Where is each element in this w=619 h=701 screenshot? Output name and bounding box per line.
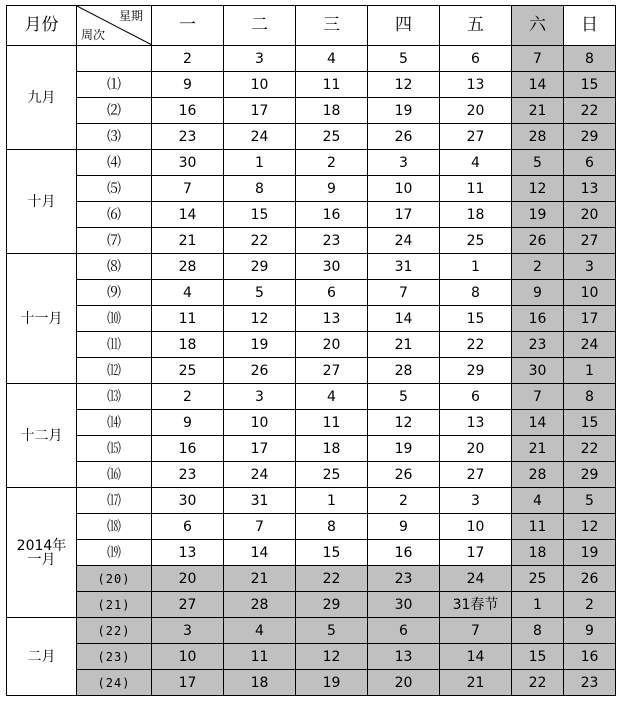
day-cell-mon: 13 [152, 540, 224, 566]
day-cell-tue: 3 [224, 46, 296, 72]
day-cell-sun: 1 [564, 358, 616, 384]
day-cell-thu: 13 [368, 644, 440, 670]
day-cell-mon: 21 [152, 228, 224, 254]
day-cell-mon: 30 [152, 488, 224, 514]
day-cell-wed: 8 [296, 514, 368, 540]
day-cell-sun: 5 [564, 488, 616, 514]
month-label [7, 488, 77, 618]
day-cell-sun: 24 [564, 332, 616, 358]
day-cell-tue: 22 [224, 228, 296, 254]
day-cell-sat: 11 [512, 514, 564, 540]
day-cell-sat: 12 [512, 176, 564, 202]
day-cell-mon: 11 [152, 306, 224, 332]
day-cell-tue: 10 [224, 72, 296, 98]
day-cell-sun: 2 [564, 592, 616, 618]
day-cell-sun: 9 [564, 618, 616, 644]
day-cell-mon: 17 [152, 670, 224, 696]
day-cell-thu: 19 [368, 98, 440, 124]
day-cell-tue: 19 [224, 332, 296, 358]
day-cell-sat: 15 [512, 644, 564, 670]
weekday-header-fri: 五 [440, 6, 512, 46]
day-cell-sat: 7 [512, 384, 564, 410]
day-cell-fri: 24 [440, 566, 512, 592]
week-number: ⑴ [77, 72, 152, 98]
day-cell-thu: 17 [368, 202, 440, 228]
calendar-body [7, 46, 616, 696]
day-cell-sun: 19 [564, 540, 616, 566]
day-cell-fri: 8 [440, 280, 512, 306]
week-row [7, 72, 616, 98]
day-cell-wed: 29 [296, 592, 368, 618]
week-row [7, 98, 616, 124]
day-cell-mon: 30 [152, 150, 224, 176]
day-cell-fri: 6 [440, 46, 512, 72]
day-cell-wed: 22 [296, 566, 368, 592]
day-cell-mon: 2 [152, 384, 224, 410]
week-row [7, 176, 616, 202]
day-cell-mon: 4 [152, 280, 224, 306]
month-column-header: 月份 [7, 6, 77, 46]
weekday-header-wed: 三 [296, 6, 368, 46]
day-cell-tue: 24 [224, 124, 296, 150]
weekday-axis-label: 星期 [118, 9, 143, 23]
day-cell-sat: 2 [512, 254, 564, 280]
day-cell-mon: 20 [152, 566, 224, 592]
day-cell-sun: 29 [564, 462, 616, 488]
week-number: ⒄ [77, 488, 152, 514]
day-cell-mon: 9 [152, 410, 224, 436]
day-cell-sun: 23 [564, 670, 616, 696]
week-number: (23) [77, 644, 152, 670]
week-row [7, 46, 616, 72]
day-cell-wed: 4 [296, 384, 368, 410]
day-cell-tue: 26 [224, 358, 296, 384]
day-cell-tue: 4 [224, 618, 296, 644]
week-number: ⑷ [77, 150, 152, 176]
day-cell-mon: 18 [152, 332, 224, 358]
week-row [7, 618, 616, 644]
week-number: ⑽ [77, 306, 152, 332]
day-cell-wed: 16 [296, 202, 368, 228]
week-row [7, 436, 616, 462]
day-cell-fri: 15 [440, 306, 512, 332]
day-cell-thu: 26 [368, 124, 440, 150]
day-cell-wed: 27 [296, 358, 368, 384]
month-label: 十一月 [7, 254, 77, 384]
week-row [7, 384, 616, 410]
day-cell-thu: 7 [368, 280, 440, 306]
day-cell-sat: 4 [512, 488, 564, 514]
day-cell-thu: 5 [368, 384, 440, 410]
day-cell-tue: 8 [224, 176, 296, 202]
day-cell-fri: 22 [440, 332, 512, 358]
day-cell-sat: 19 [512, 202, 564, 228]
header-row [7, 6, 616, 46]
day-cell-sat: 16 [512, 306, 564, 332]
day-cell-mon: 6 [152, 514, 224, 540]
day-cell-sat: 21 [512, 98, 564, 124]
week-number: (21) [77, 592, 152, 618]
day-cell-fri: 18 [440, 202, 512, 228]
day-cell-sat: 9 [512, 280, 564, 306]
day-cell-tue: 12 [224, 306, 296, 332]
weekday-header-mon: 一 [152, 6, 224, 46]
day-cell-sun: 22 [564, 98, 616, 124]
day-cell-sun: 3 [564, 254, 616, 280]
day-cell-wed: 25 [296, 124, 368, 150]
day-cell-tue: 1 [224, 150, 296, 176]
day-cell-sat: 26 [512, 228, 564, 254]
week-row [7, 332, 616, 358]
day-cell-sun: 29 [564, 124, 616, 150]
month-label: 十二月 [7, 384, 77, 488]
week-number: ⒀ [77, 384, 152, 410]
weekday-header-thu: 四 [368, 6, 440, 46]
day-cell-sat: 8 [512, 618, 564, 644]
day-cell-thu: 6 [368, 618, 440, 644]
week-number: ⑿ [77, 358, 152, 384]
day-cell-tue: 3 [224, 384, 296, 410]
day-cell-thu: 12 [368, 410, 440, 436]
day-cell-thu: 24 [368, 228, 440, 254]
week-number: ⒆ [77, 540, 152, 566]
day-cell-sun: 26 [564, 566, 616, 592]
day-cell-mon: 16 [152, 436, 224, 462]
week-number [77, 46, 152, 72]
week-number: ⑵ [77, 98, 152, 124]
day-cell-mon: 3 [152, 618, 224, 644]
day-cell-mon: 28 [152, 254, 224, 280]
week-row [7, 670, 616, 696]
day-cell-tue: 17 [224, 436, 296, 462]
day-cell-thu: 28 [368, 358, 440, 384]
month-label-month: 一月 [27, 551, 56, 568]
day-cell-thu: 2 [368, 488, 440, 514]
week-number: ⒃ [77, 462, 152, 488]
day-cell-fri: 17 [440, 540, 512, 566]
day-cell-wed: 9 [296, 176, 368, 202]
day-cell-sat: 7 [512, 46, 564, 72]
day-cell-wed: 4 [296, 46, 368, 72]
day-cell-thu: 31 [368, 254, 440, 280]
day-cell-fri: 13 [440, 410, 512, 436]
day-cell-sun: 8 [564, 384, 616, 410]
month-label: 二月 [7, 618, 77, 696]
day-cell-mon: 23 [152, 462, 224, 488]
day-cell-sun: 15 [564, 72, 616, 98]
day-cell-mon: 23 [152, 124, 224, 150]
week-row [7, 644, 616, 670]
day-cell-thu: 23 [368, 566, 440, 592]
day-cell-thu: 14 [368, 306, 440, 332]
week-row [7, 254, 616, 280]
week-row [7, 540, 616, 566]
week-row [7, 566, 616, 592]
day-cell-fri: 25 [440, 228, 512, 254]
day-cell-wed: 12 [296, 644, 368, 670]
week-number: ⑶ [77, 124, 152, 150]
day-cell-thu: 26 [368, 462, 440, 488]
day-cell-tue: 18 [224, 670, 296, 696]
week-axis-label: 周次 [81, 28, 106, 42]
day-cell-fri: 27 [440, 462, 512, 488]
week-row [7, 280, 616, 306]
week-row [7, 462, 616, 488]
week-row [7, 488, 616, 514]
day-cell-fri: 11 [440, 176, 512, 202]
day-cell-tue: 21 [224, 566, 296, 592]
day-cell-wed: 5 [296, 618, 368, 644]
day-cell-sun: 8 [564, 46, 616, 72]
day-cell-thu: 19 [368, 436, 440, 462]
week-number: ⑺ [77, 228, 152, 254]
day-cell-wed: 23 [296, 228, 368, 254]
week-number: ⑸ [77, 176, 152, 202]
day-cell-sun: 20 [564, 202, 616, 228]
day-cell-sat: 14 [512, 72, 564, 98]
day-cell-tue: 5 [224, 280, 296, 306]
day-cell-sun: 16 [564, 644, 616, 670]
day-cell-sat: 28 [512, 124, 564, 150]
day-cell-thu: 16 [368, 540, 440, 566]
day-cell-fri: 3 [440, 488, 512, 514]
week-row [7, 358, 616, 384]
week-row [7, 306, 616, 332]
week-row [7, 150, 616, 176]
week-row [7, 228, 616, 254]
day-cell-fri: 27 [440, 124, 512, 150]
day-cell-fri: 1 [440, 254, 512, 280]
day-cell-tue: 14 [224, 540, 296, 566]
day-cell-wed: 1 [296, 488, 368, 514]
day-cell-wed: 30 [296, 254, 368, 280]
day-cell-wed: 2 [296, 150, 368, 176]
day-cell-fri: 31春节 [440, 592, 512, 618]
week-number: ⑹ [77, 202, 152, 228]
day-cell-wed: 25 [296, 462, 368, 488]
day-cell-fri: 29 [440, 358, 512, 384]
month-label: 九月 [7, 46, 77, 150]
day-cell-mon: 27 [152, 592, 224, 618]
day-cell-fri: 13 [440, 72, 512, 98]
day-cell-thu: 20 [368, 670, 440, 696]
week-number: (24) [77, 670, 152, 696]
day-cell-tue: 29 [224, 254, 296, 280]
day-cell-wed: 6 [296, 280, 368, 306]
week-row [7, 592, 616, 618]
week-row [7, 124, 616, 150]
day-cell-wed: 15 [296, 540, 368, 566]
day-cell-tue: 11 [224, 644, 296, 670]
day-cell-sat: 30 [512, 358, 564, 384]
day-cell-wed: 20 [296, 332, 368, 358]
day-cell-sat: 14 [512, 410, 564, 436]
week-row [7, 202, 616, 228]
week-number: ⑻ [77, 254, 152, 280]
day-cell-sun: 6 [564, 150, 616, 176]
day-cell-sun: 10 [564, 280, 616, 306]
day-cell-thu: 30 [368, 592, 440, 618]
week-number: ⒂ [77, 436, 152, 462]
week-number: ⑾ [77, 332, 152, 358]
day-cell-fri: 21 [440, 670, 512, 696]
day-cell-fri: 6 [440, 384, 512, 410]
day-cell-thu: 21 [368, 332, 440, 358]
day-cell-sun: 27 [564, 228, 616, 254]
day-cell-thu: 3 [368, 150, 440, 176]
day-cell-sat: 23 [512, 332, 564, 358]
weekday-header-sat: 六 [512, 6, 564, 46]
day-cell-sun: 22 [564, 436, 616, 462]
day-cell-fri: 4 [440, 150, 512, 176]
week-number: ⒁ [77, 410, 152, 436]
day-cell-wed: 11 [296, 72, 368, 98]
day-cell-wed: 18 [296, 436, 368, 462]
weekday-header-sun: 日 [564, 6, 616, 46]
day-cell-sat: 5 [512, 150, 564, 176]
day-cell-sat: 1 [512, 592, 564, 618]
weekday-header-tue: 二 [224, 6, 296, 46]
week-number: ⒅ [77, 514, 152, 540]
day-cell-fri: 10 [440, 514, 512, 540]
day-cell-tue: 31 [224, 488, 296, 514]
semester-calendar-table [6, 5, 616, 696]
day-cell-fri: 7 [440, 618, 512, 644]
day-cell-sat: 22 [512, 670, 564, 696]
day-cell-mon: 2 [152, 46, 224, 72]
day-cell-thu: 9 [368, 514, 440, 540]
day-cell-tue: 10 [224, 410, 296, 436]
day-cell-sun: 17 [564, 306, 616, 332]
day-cell-sun: 15 [564, 410, 616, 436]
day-cell-thu: 5 [368, 46, 440, 72]
day-cell-thu: 10 [368, 176, 440, 202]
day-cell-sat: 25 [512, 566, 564, 592]
day-cell-sat: 28 [512, 462, 564, 488]
day-cell-wed: 13 [296, 306, 368, 332]
day-cell-sun: 13 [564, 176, 616, 202]
week-weekday-diagonal-header [77, 6, 152, 46]
day-cell-mon: 14 [152, 202, 224, 228]
month-label: 十月 [7, 150, 77, 254]
day-cell-tue: 28 [224, 592, 296, 618]
day-cell-thu: 12 [368, 72, 440, 98]
day-cell-mon: 25 [152, 358, 224, 384]
day-cell-wed: 19 [296, 670, 368, 696]
day-cell-mon: 7 [152, 176, 224, 202]
month-label-year: 2014年 [16, 537, 67, 554]
week-number: (20) [77, 566, 152, 592]
day-cell-wed: 18 [296, 98, 368, 124]
day-cell-fri: 14 [440, 644, 512, 670]
week-row [7, 514, 616, 540]
day-cell-fri: 20 [440, 436, 512, 462]
week-number: ⑼ [77, 280, 152, 306]
day-cell-sun: 12 [564, 514, 616, 540]
day-cell-tue: 17 [224, 98, 296, 124]
day-cell-sat: 18 [512, 540, 564, 566]
day-cell-tue: 7 [224, 514, 296, 540]
day-cell-sat: 21 [512, 436, 564, 462]
day-cell-tue: 24 [224, 462, 296, 488]
day-cell-wed: 11 [296, 410, 368, 436]
day-cell-mon: 16 [152, 98, 224, 124]
week-number: (22) [77, 618, 152, 644]
day-cell-mon: 9 [152, 72, 224, 98]
day-cell-fri: 20 [440, 98, 512, 124]
day-cell-mon: 10 [152, 644, 224, 670]
day-cell-tue: 15 [224, 202, 296, 228]
week-row [7, 410, 616, 436]
